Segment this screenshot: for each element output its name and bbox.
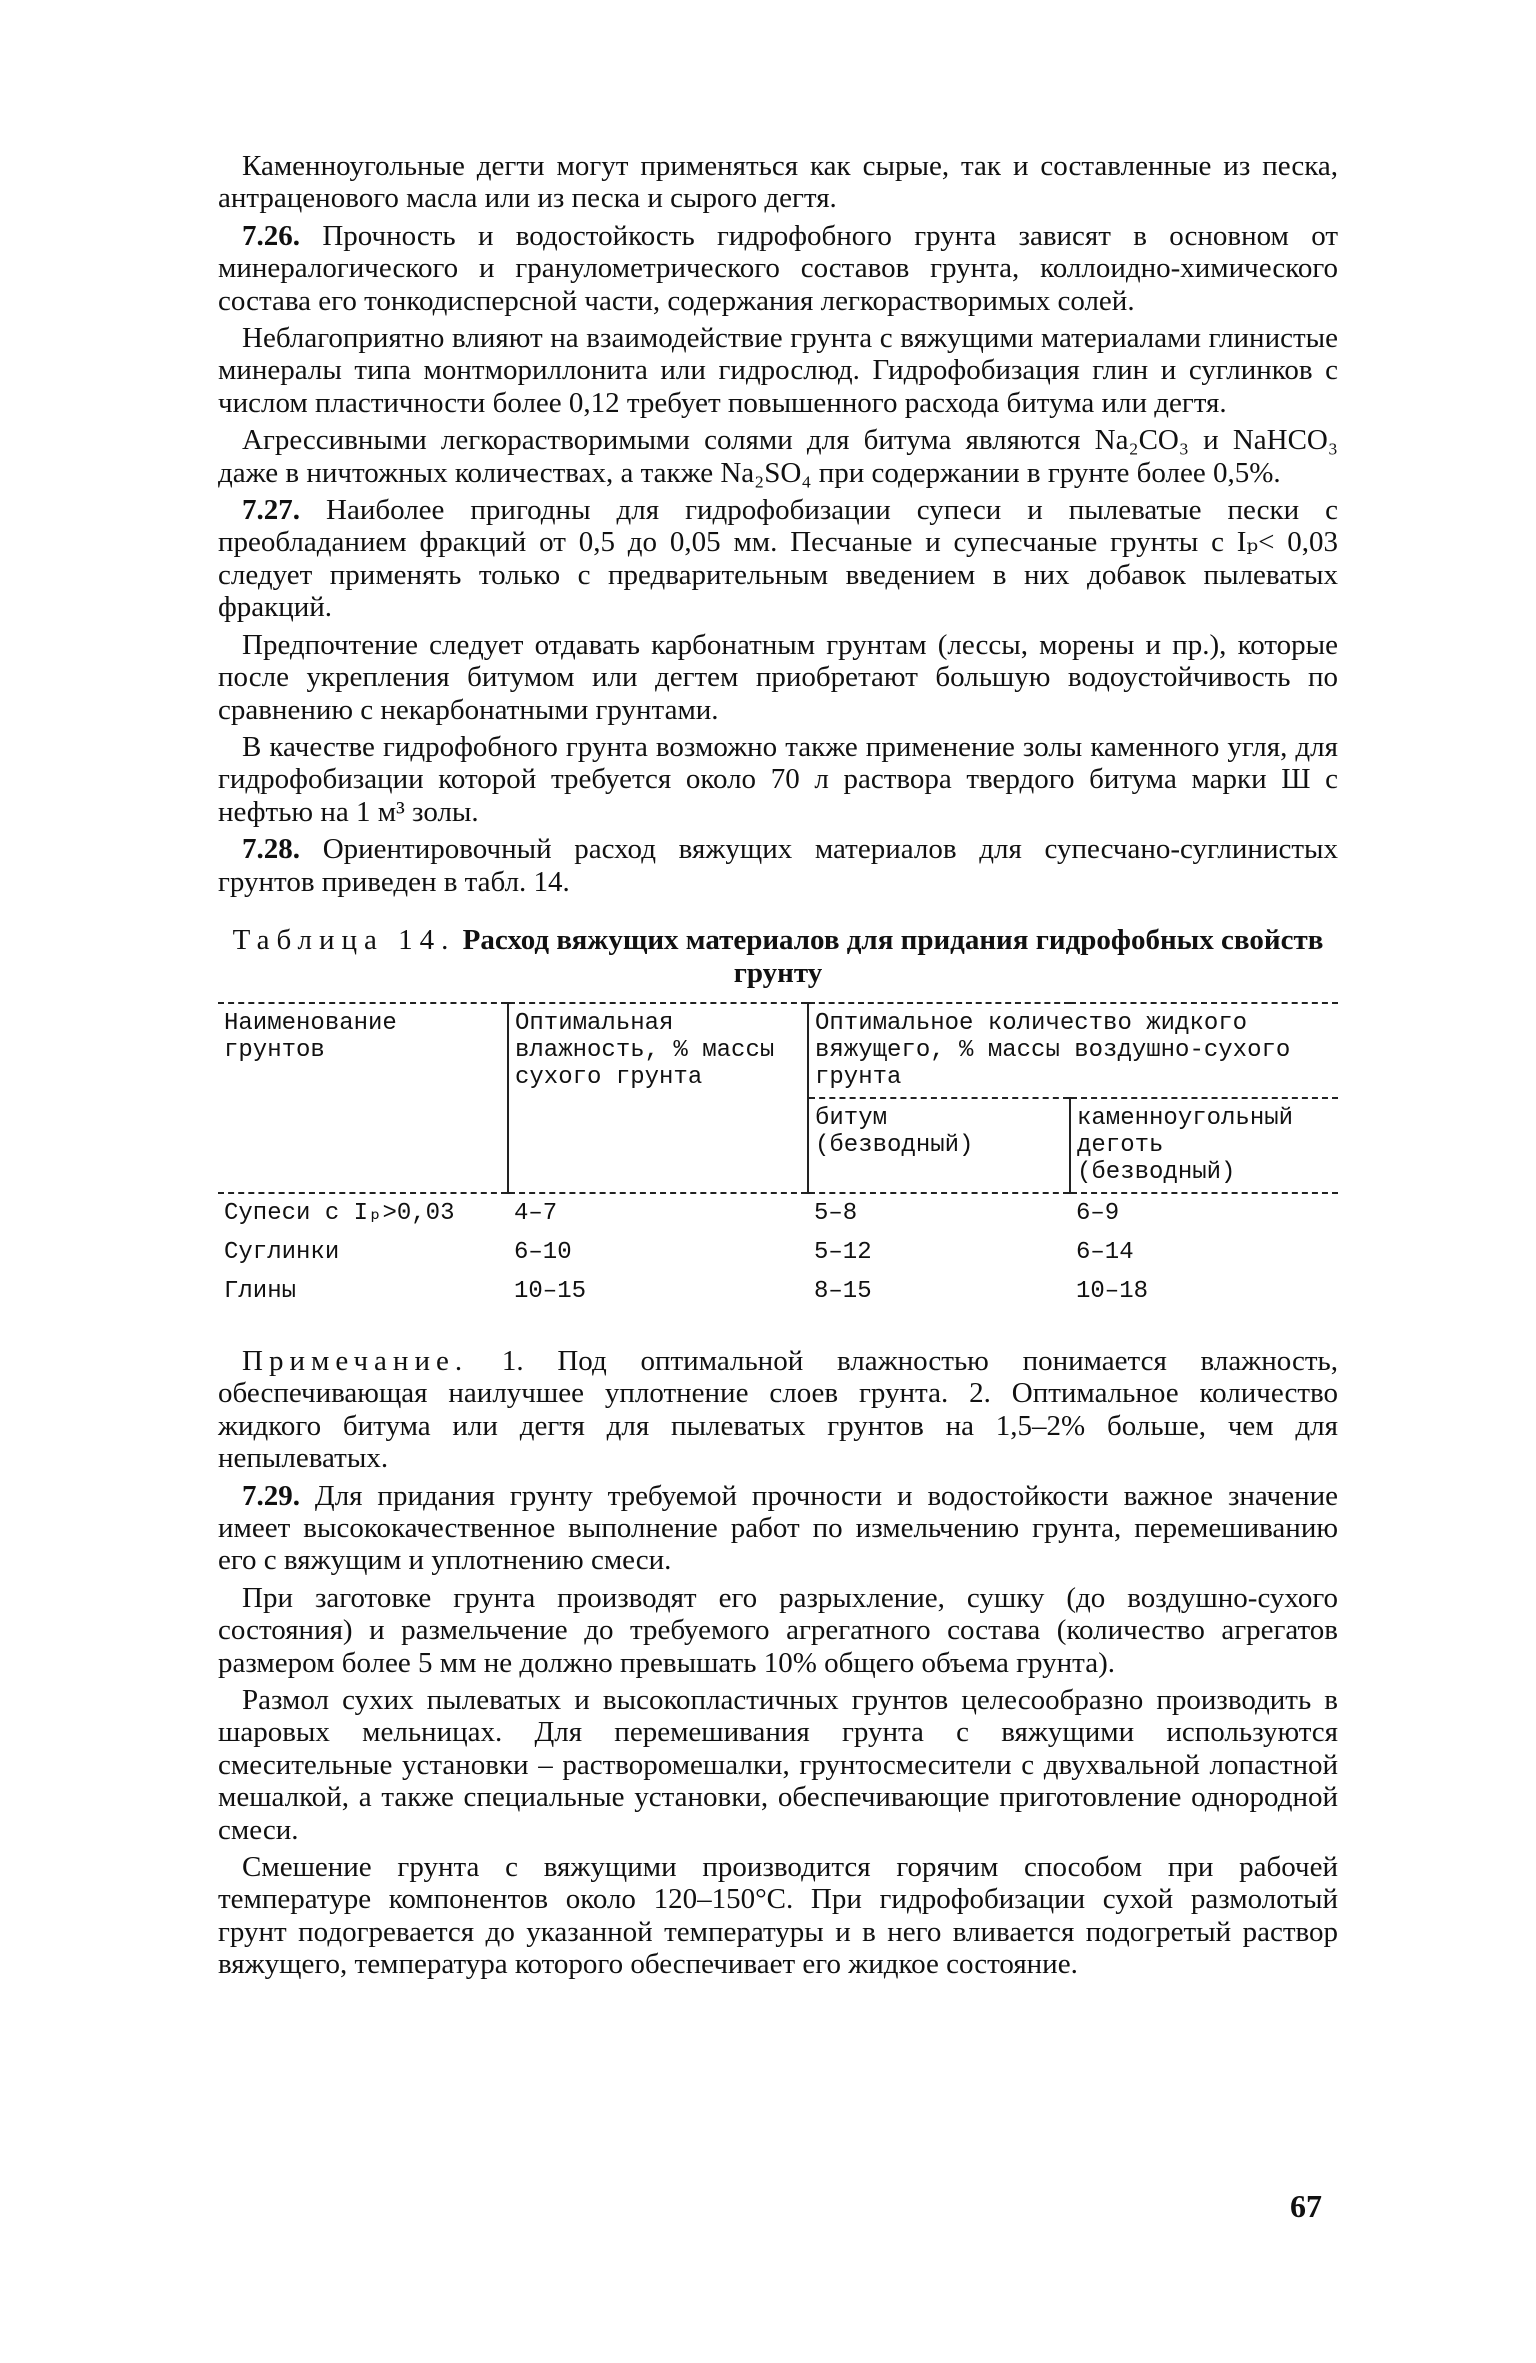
section-number: 7.29. <box>242 1479 300 1512</box>
cell-soil-name: Глины <box>224 1277 297 1305</box>
table-caption <box>218 924 1338 990</box>
paragraph-aggressive-salts: Агрессивными легкорастворимыми солями для битума являются Na₂CO₃ и NaHCO₃ даже в ничтожных количествах, а также Na₂SO₄ при содержании в грунте более 0,5%. <box>218 424 1338 489</box>
table-note <box>218 1345 1338 1475</box>
table-row <box>218 1193 1338 1233</box>
section-number: 7.26. <box>242 219 300 252</box>
cell-soil-name: Супеси с Iₚ>0,03 <box>224 1199 455 1227</box>
cell-bitumen: 5–12 <box>814 1238 872 1266</box>
table-row <box>218 1233 1338 1272</box>
page-number: 67 <box>1290 2188 1322 2224</box>
note-label: Примечание. <box>242 1344 469 1377</box>
paragraph-grinding: Размол сухих пылеватых и высокопластичных грунтов целесообразно производить в шаровых мельницах. Для перемешивания грунта с вяжущими используются смесительные установки – растворомешалки, грунтосмесители с двухвальной лопастной мешалкой, а также специальные установки, обеспечивающие приготовление однородной смеси. <box>218 1684 1338 1846</box>
paragraph-tar-types: Каменноугольные дегти могут применяться как сырые, так и составленные из песка, антраценового масла или из песка и сырого дегтя. <box>218 150 1338 215</box>
header-bitumen: битум (безводный) <box>808 1098 1070 1193</box>
cell-tar: 6–14 <box>1076 1238 1134 1266</box>
header-soil-name: Наименование грунтов <box>218 1003 508 1193</box>
cell-bitumen: 5–8 <box>814 1199 858 1227</box>
paragraph-carbonate-soils: Предпочтение следует отдавать карбонатным грунтам (лессы, морены и пр.), которые после укрепления битумом или дегтем приобретают большую водоустойчивость по сравнению с некарбонатными грунтами. <box>218 628 1338 726</box>
cell-bitumen: 8–15 <box>814 1277 872 1305</box>
paragraph-7-29: 7.29. Для придания грунту требуемой прочности и водостойкости важное значение имеет высококачественное выполнение работ по измельчению грунта, перемешиванию его с вяжущим и уплотнению смеси. <box>218 1479 1338 1577</box>
cell-moisture: 6–10 <box>514 1238 572 1266</box>
header-coal-tar: каменноугольный деготь (безводный) <box>1070 1098 1338 1193</box>
binder-consumption-table <box>218 1002 1338 1311</box>
table-header-row <box>218 1003 1338 1098</box>
table-title: Расход вяжущих материалов для придания гидрофобных свойств грунту <box>462 923 1324 989</box>
table-row <box>218 1272 1338 1311</box>
paragraph-soil-preparation: При заготовке грунта производят его разрыхление, сушку (до воздушно-сухого состояния) и размельчение до требуемого агрегатного состава (количество агрегатов размером более 5 мм не должно превышать 10% общего объема грунта). <box>218 1581 1338 1679</box>
table-label: Таблица 14. <box>232 923 456 956</box>
section-number: 7.28. <box>242 833 300 866</box>
header-optimal-moisture: Оптимальная влажность, % массы сухого грунта <box>508 1003 808 1193</box>
cell-soil-name: Суглинки <box>224 1238 340 1266</box>
paragraph-7-26: 7.26. Прочность и водостойкость гидрофобного грунта зависят в основном от минералогического и гранулометрического составов грунта, коллоидно-химического состава его тонкодисперсной части, содержания легкорастворимых солей. <box>218 219 1339 317</box>
cell-moisture: 4–7 <box>514 1199 558 1227</box>
cell-moisture: 10–15 <box>514 1277 587 1305</box>
paragraph-7-27: 7.27. Наиболее пригодны для гидрофобизации супеси и пылеватые пески с преобладанием фракций от 0,5 до 0,05 мм. Песчаные и супесчаные грунты с Iₚ< 0,03 следует применять только с предварительным введением в них добавок пылеватых фракций. <box>218 494 1339 624</box>
text-column <box>218 150 1338 1981</box>
cell-tar: 10–18 <box>1076 1277 1149 1305</box>
paragraph-clay-minerals: Неблагоприятно влияют на взаимодействие грунта с вяжущими материалами глинистые минералы типа монтмориллонита или гидрослюд. Гидрофобизация глин и суглинков с числом пластичности более 0,12 требует повышенного расхода битума или дегтя. <box>218 322 1338 419</box>
header-binder-amount: Оптимальное количество жидкого вяжущего, % массы воздушно-сухого грунта <box>808 1003 1338 1098</box>
cell-tar: 6–9 <box>1076 1199 1120 1227</box>
paragraph-hot-mixing: Смешение грунта с вяжущими производится горячим способом при рабочей температуре компонентов около 120–150°C. При гидрофобизации сухой размолотый грунт подогревается до указанной температуры и в него вливается подогретый раствор вяжущего, температура которого обеспечивает его жидкое состояние. <box>218 1851 1338 1981</box>
note-text: 1. Под оптимальной влажностью понимается влажность, обеспечивающая наилучшее уплотнение слоев грунта. 2. Оптимальное количество жидкого битума или дегтя для пылеватых грунтов на 1,5–2% больше, чем для непылеватых. <box>218 1344 1339 1475</box>
section-number: 7.27. <box>242 494 300 527</box>
paragraph-coal-ash: В качестве гидрофобного грунта возможно также применение золы каменного угля, для гидрофобизации которой требуется около 70 л раствора твердого битума марки Ш с нефтью на 1 м³ золы. <box>218 730 1338 828</box>
paragraph-7-28: 7.28. Ориентировочный расход вяжущих материалов для супесчано-суглинистых грунтов приведен в табл. 14. <box>218 833 1338 898</box>
